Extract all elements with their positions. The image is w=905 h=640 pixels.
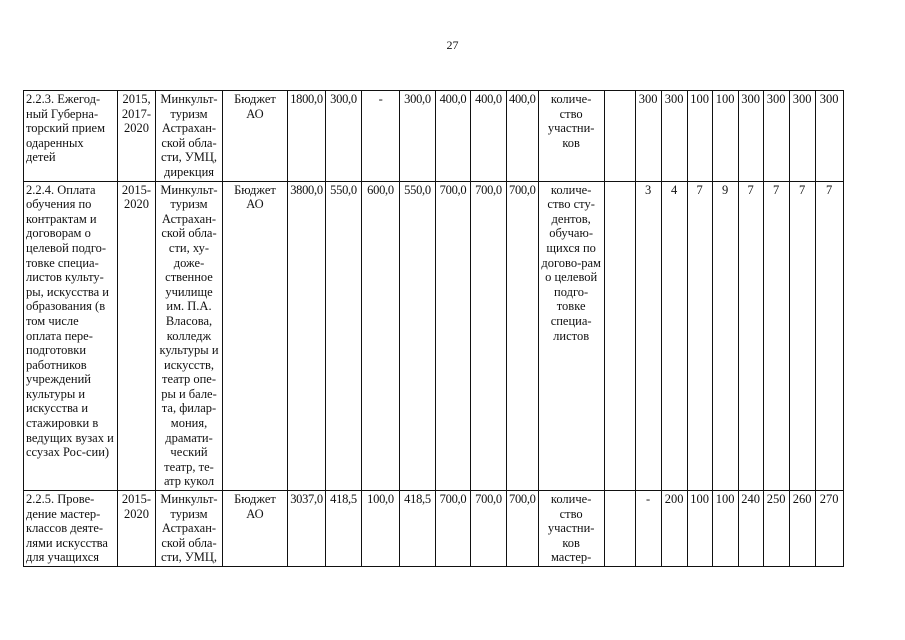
finance-total: 3037,0 <box>288 491 326 567</box>
indicator-value: 100 <box>687 91 712 182</box>
table-row <box>24 491 844 567</box>
finance-2019: 400,0 <box>471 91 507 182</box>
indicator: количе-ство участни-ков <box>538 91 604 182</box>
table-row <box>24 91 844 182</box>
indicator-value: 7 <box>763 181 789 490</box>
finance-2015: 418,5 <box>326 491 362 567</box>
funding-source: Бюджет АО <box>223 181 288 490</box>
blank-cell <box>604 91 635 182</box>
indicator-value: 100 <box>712 491 738 567</box>
finance-2016: - <box>362 91 400 182</box>
finance-total: 1800,0 <box>288 91 326 182</box>
program-table <box>23 90 844 567</box>
indicator: количе-ство сту-дентов, обучаю-щихся по догово-рам о целевой подго-товке специа-листов <box>538 181 604 490</box>
finance-2020: 700,0 <box>507 181 539 490</box>
finance-2020: 700,0 <box>507 491 539 567</box>
indicator-value: 270 <box>815 491 843 567</box>
years: 2015-2020 <box>118 181 156 490</box>
page-number: 27 <box>446 38 459 52</box>
table-row <box>24 181 844 490</box>
indicator-value: 9 <box>712 181 738 490</box>
indicator-value: 7 <box>815 181 843 490</box>
measure-name: 2.2.3. Ежегод-ный Губерна-торский прием одаренных детей <box>24 91 118 182</box>
executor: Минкульт-туризм Астрахан-ской обла-сти, ху-доже-ственное училище им. П.А. Власова, колледж культуры и искусств, театр опе-ры и бале-та, филар-мония, драмати-ческий театр, те-атр кукол <box>156 181 223 490</box>
indicator-value: 4 <box>661 181 687 490</box>
indicator-value: 100 <box>712 91 738 182</box>
funding-source: Бюджет АО <box>223 491 288 567</box>
years: 2015-2020 <box>118 491 156 567</box>
finance-2020: 400,0 <box>507 91 539 182</box>
indicator-value: 240 <box>738 491 763 567</box>
finance-2019: 700,0 <box>471 491 507 567</box>
years: 2015, 2017-2020 <box>118 91 156 182</box>
indicator-value: 250 <box>763 491 789 567</box>
indicator-value: 7 <box>789 181 815 490</box>
finance-2017: 418,5 <box>400 491 436 567</box>
executor: Минкульт-туризм Астрахан-ской обла-сти, УМЦ, дирекция <box>156 91 223 182</box>
indicator-value: 300 <box>738 91 763 182</box>
indicator-value: 3 <box>635 181 661 490</box>
blank-cell <box>604 491 635 567</box>
indicator-value: 260 <box>789 491 815 567</box>
funding-source: Бюджет АО <box>223 91 288 182</box>
finance-2018: 700,0 <box>436 181 471 490</box>
measure-name: 2.2.4. Оплата обучения по контрактам и договорам о целевой подго-товке специа-листов культу-ры, искусства и образования (в том числе оплата пере-подготовки работников учреждений культуры и искусства и стажировки в ведущих вузах и ссузах Рос-сии) <box>24 181 118 490</box>
indicator-value: 7 <box>687 181 712 490</box>
indicator: количе-ство участни-ков мастер- <box>538 491 604 567</box>
finance-2016: 600,0 <box>362 181 400 490</box>
indicator-value: 300 <box>815 91 843 182</box>
indicator-value: 100 <box>687 491 712 567</box>
indicator-value: 300 <box>661 91 687 182</box>
finance-2018: 400,0 <box>436 91 471 182</box>
indicator-value: 300 <box>763 91 789 182</box>
measure-name: 2.2.5. Прове-дение мастер-классов деяте-лями искусства для учащихся <box>24 491 118 567</box>
indicator-value: 300 <box>635 91 661 182</box>
finance-2015: 300,0 <box>326 91 362 182</box>
finance-2016: 100,0 <box>362 491 400 567</box>
finance-total: 3800,0 <box>288 181 326 490</box>
finance-2019: 700,0 <box>471 181 507 490</box>
finance-2018: 700,0 <box>436 491 471 567</box>
indicator-value: 200 <box>661 491 687 567</box>
finance-2015: 550,0 <box>326 181 362 490</box>
indicator-value: 7 <box>738 181 763 490</box>
finance-2017: 550,0 <box>400 181 436 490</box>
indicator-value: 300 <box>789 91 815 182</box>
finance-2017: 300,0 <box>400 91 436 182</box>
indicator-value: - <box>635 491 661 567</box>
blank-cell <box>604 181 635 490</box>
executor: Минкульт-туризм Астрахан-ской обла-сти, УМЦ, <box>156 491 223 567</box>
